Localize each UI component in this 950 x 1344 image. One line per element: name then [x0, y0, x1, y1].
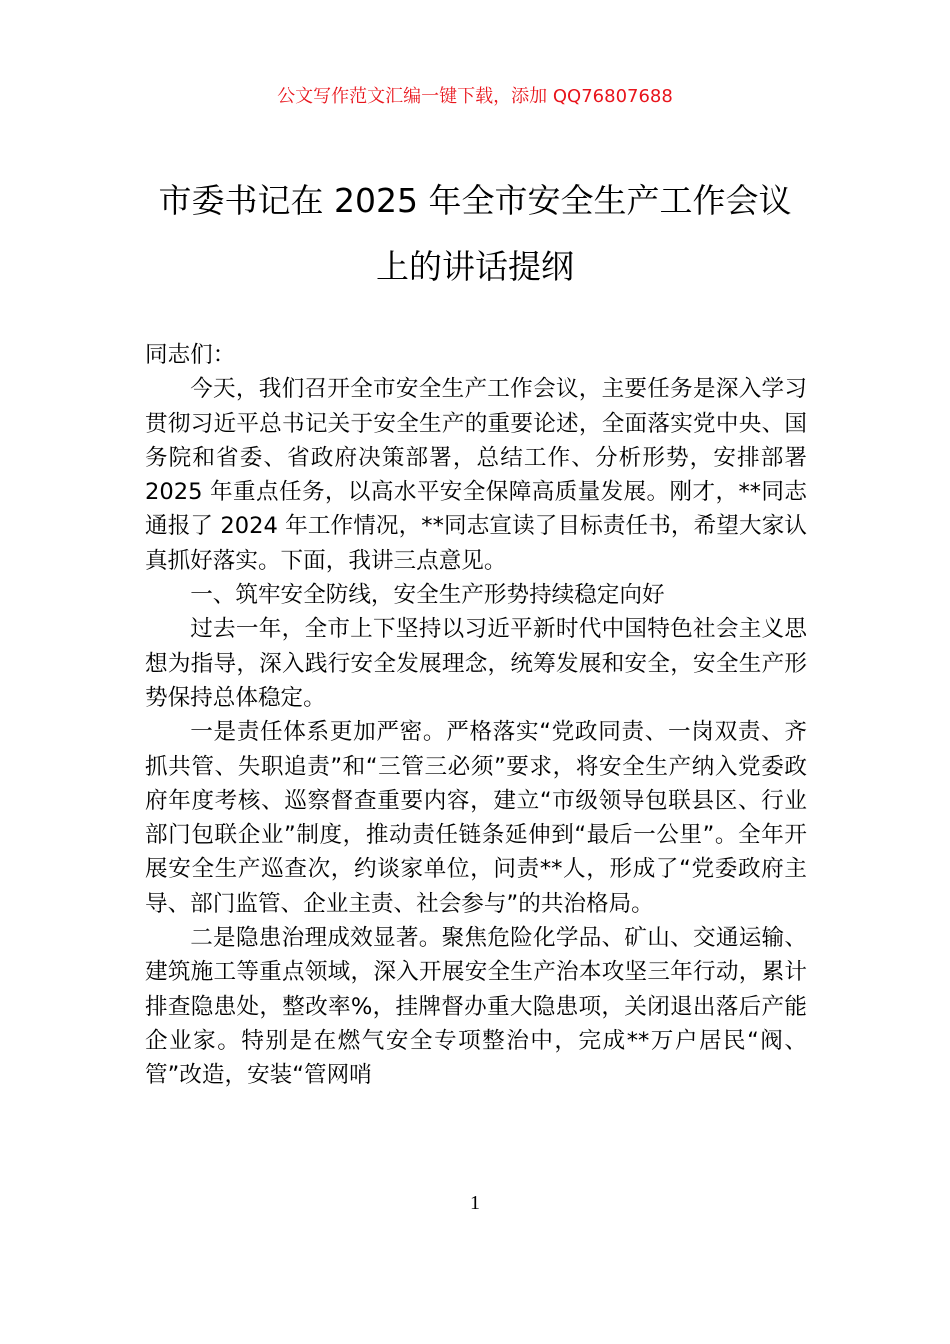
paragraph-intro: 今天，我们召开全市安全生产工作会议，主要任务是深入学习贯彻习近平总书记关于安全生产的重要论述，全面落实党中央、国务院和省委、省政府决策部署，总结工作、分析形势，安排部署 2025 年重点任务，以高水平安全保障高质量发展。刚才，**同志通报了 2024 年工作情况，**同志宣读了目标责任书，希望大家认真抓好落实。下面，我讲三点意见。 [145, 376, 807, 574]
title-line-2: 上的讲话提纲 [376, 247, 574, 286]
title-line-1: 市委书记在 2025 年全市安全生产工作会议 [158, 181, 792, 220]
document-title [0, 168, 950, 300]
section-heading-1: 一、筑牢安全防线，安全生产形势持续稳定向好 [190, 582, 665, 609]
paragraph-overview: 过去一年，全市上下坚持以习近平新时代中国特色社会主义思想为指导，深入践行安全发展理念，统筹发展和安全，安全生产形势保持总体稳定。 [145, 616, 807, 711]
page-number: 1 [470, 1192, 480, 1214]
promo-banner: 公文写作范文汇编一键下载，添加 QQ76807688 [277, 86, 673, 107]
paragraph-hazard-control: 二是隐患治理成效显著。聚焦危险化学品、矿山、交通运输、建筑施工等重点领域，深入开展安全生产治本攻坚三年行动，累计排查隐患处，整改率%，挂牌督办重大隐患项，关闭退出落后产能企业家。特别是在燃气安全专项整治中，完成**万户居民“阀、管”改造，安装“管网哨 [145, 925, 807, 1089]
salutation: 同志们： [145, 342, 236, 368]
paragraph-responsibility: 一是责任体系更加严密。严格落实“党政同责、一岗双责、齐抓共管、失职追责”和“三管三必须”要求，将安全生产纳入党委政府年度考核、巡察督查重要内容，建立“市级领导包联县区、行业部门包联企业”制度，推动责任链条延伸到“最后一公里”。全年开展安全生产巡查次，约谈家单位，问责**人，形成了“党委政府主导、部门监管、企业主责、社会参与”的共治格局。 [145, 719, 807, 917]
document-body [145, 338, 807, 1093]
